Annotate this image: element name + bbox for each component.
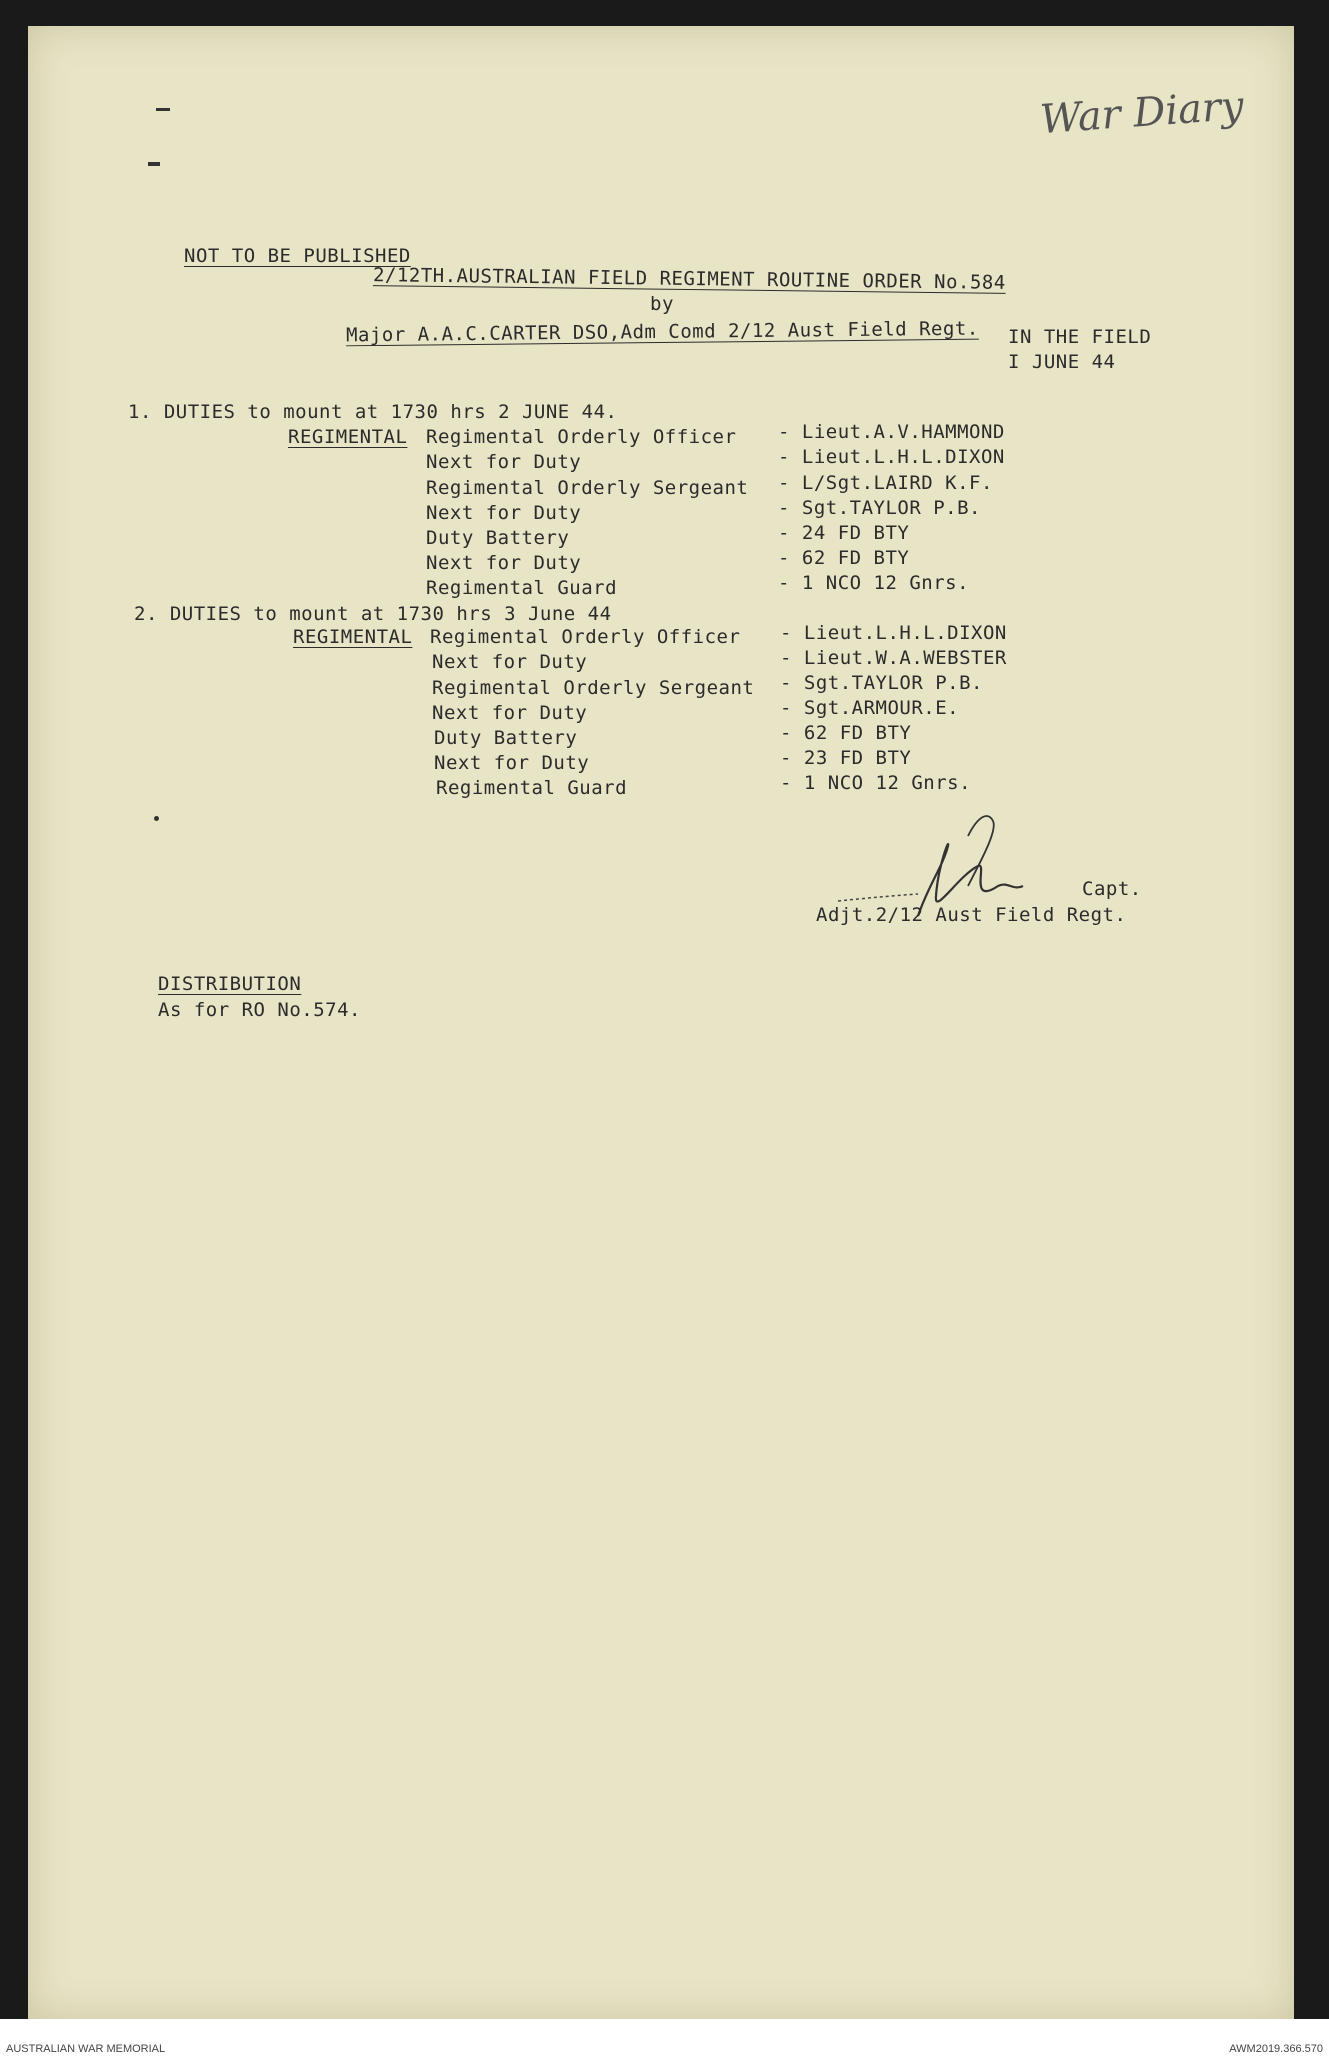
- duty-assignee: - Lieut.W.A.WEBSTER: [780, 647, 1007, 669]
- duty-assignee: - 62 FD BTY: [780, 722, 912, 744]
- distribution-heading: DISTRIBUTION: [158, 973, 302, 995]
- duty-assignee: - Lieut.L.H.L.DIXON: [780, 622, 1007, 644]
- war-diary-annotation: War Diary: [1038, 82, 1246, 144]
- archive-name: AUSTRALIAN WAR MEMORIAL: [6, 2043, 166, 2055]
- order-location: IN THE FIELD: [1008, 326, 1152, 348]
- punch-mark: [154, 816, 159, 821]
- section-heading: 2. DUTIES to mount at 1730 hrs 3 June 44: [134, 603, 612, 625]
- duty-label: Next for Duty: [426, 451, 582, 473]
- archive-footer: [0, 2019, 1329, 2061]
- duty-label: Regimental Orderly Officer: [426, 426, 737, 448]
- duty-assignee: - 23 FD BTY: [780, 747, 912, 769]
- duty-assignee: - 24 FD BTY: [778, 522, 910, 544]
- duty-label: Regimental Orderly Officer: [430, 626, 741, 648]
- order-title: 2/12TH.AUSTRALIAN FIELD REGIMENT ROUTINE ORDER No.584: [372, 264, 1006, 294]
- duty-assignee: - 1 NCO 12 Gnrs.: [780, 772, 972, 794]
- duty-label: Duty Battery: [434, 727, 578, 749]
- duty-label: Next for Duty: [426, 502, 582, 524]
- order-by: by: [650, 293, 674, 315]
- section-group-label: REGIMENTAL: [293, 626, 413, 648]
- duty-assignee: - 1 NCO 12 Gnrs.: [778, 572, 970, 594]
- duty-label: Next for Duty: [426, 552, 582, 574]
- restriction-notice: NOT TO BE PUBLISHED: [184, 245, 411, 267]
- order-issuer: Major A.A.C.CARTER DSO,Adm Comd 2/12 Aust Field Regt.: [345, 317, 979, 347]
- distribution-text: As for RO No.574.: [158, 999, 361, 1021]
- duty-assignee: - L/Sgt.LAIRD K.F.: [778, 472, 993, 494]
- signatory-rank: Capt.: [1082, 878, 1142, 900]
- duty-label: Regimental Guard: [436, 777, 628, 799]
- duty-assignee: - Sgt.TAYLOR P.B.: [780, 672, 983, 694]
- duty-label: Next for Duty: [432, 651, 588, 673]
- order-date: I JUNE 44: [1008, 351, 1116, 373]
- duty-label: Duty Battery: [426, 527, 570, 549]
- duty-label: Regimental Orderly Sergeant: [432, 677, 755, 699]
- duty-assignee: - Lieut.A.V.HAMMOND: [778, 421, 1005, 443]
- duty-assignee: - Sgt.ARMOUR.E.: [780, 697, 960, 719]
- section-heading: 1. DUTIES to mount at 1730 hrs 2 JUNE 44.: [128, 401, 618, 423]
- duty-assignee: - Sgt.TAYLOR P.B.: [778, 497, 981, 519]
- duty-label: Next for Duty: [434, 752, 590, 774]
- duty-label: Next for Duty: [432, 702, 588, 724]
- duty-label: Regimental Orderly Sergeant: [426, 477, 749, 499]
- duty-assignee: - Lieut.L.H.L.DIXON: [778, 446, 1005, 468]
- archive-reference: AWM2019.366.570: [1229, 2043, 1323, 2055]
- signatory-appointment: Adjt.2/12 Aust Field Regt.: [816, 904, 1127, 926]
- section-group-label: REGIMENTAL: [288, 426, 408, 448]
- duty-label: Regimental Guard: [426, 577, 618, 599]
- punch-mark: [148, 162, 160, 166]
- duty-assignee: - 62 FD BTY: [778, 547, 910, 569]
- punch-mark: [156, 108, 170, 111]
- document-page: [28, 26, 1294, 2019]
